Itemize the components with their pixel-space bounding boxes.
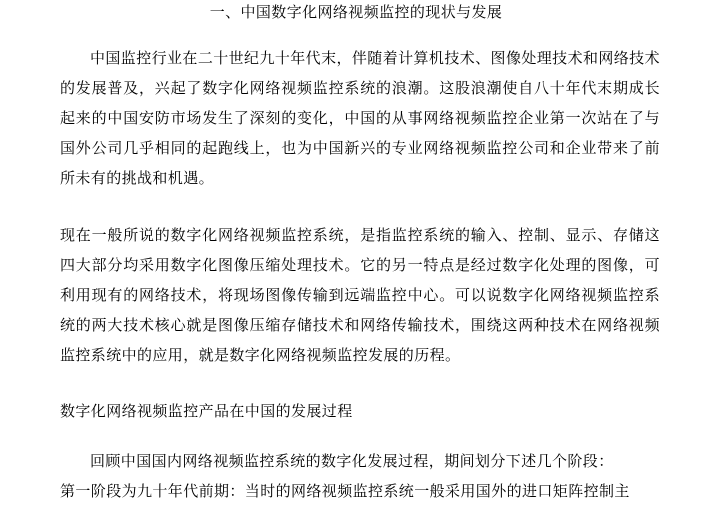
paragraph-system-definition: 现在一般所说的数字化网络视频监控系统，是指监控系统的输入、控制、显示、存储这四大部分均采用数字化图像压缩处理技术。它的另一特点是经过数字化处理的图像，可利用现有的网络技术，将现场图像传输到远端监控中心。可以说数字化网络视频监控系统的两大技术核心就是图像压缩存储技术和网络传输技术，围绕这两种技术在网络视频监控系统中的应用，就是数字化网络视频监控发展的历程。 <box>60 226 660 364</box>
document-title: 一、中国数字化网络视频监控的现状与发展 <box>209 3 503 21</box>
paragraph-industry-history: 中国监控行业在二十世纪九十年代末，伴随着计算机技术、图像处理技术和网络技术的发展普及，兴起了数字化网络视频监控系统的浪潮。这股浪潮使自八十年代末期成长起来的中国安防市场发生了深刻的变化，中国的从事网络视频监控企业第一次站在了与国外公司几乎相同的起跑线上，也为中国新兴的专业网络视频监控公司和企业带来了前所未有的挑战和机遇。 <box>60 49 660 187</box>
section-heading: 数字化网络视频监控产品在中国的发展过程 <box>60 402 353 420</box>
paragraph-review: 回顾中国国内网络视频监控系统的数字化发展过程，期间划分下述几个阶段： <box>90 452 614 470</box>
paragraph-stage-one: 第一阶段为九十年代前期：当时的网络视频监控系统一般采用国外的进口矩阵控制主 <box>60 482 630 500</box>
